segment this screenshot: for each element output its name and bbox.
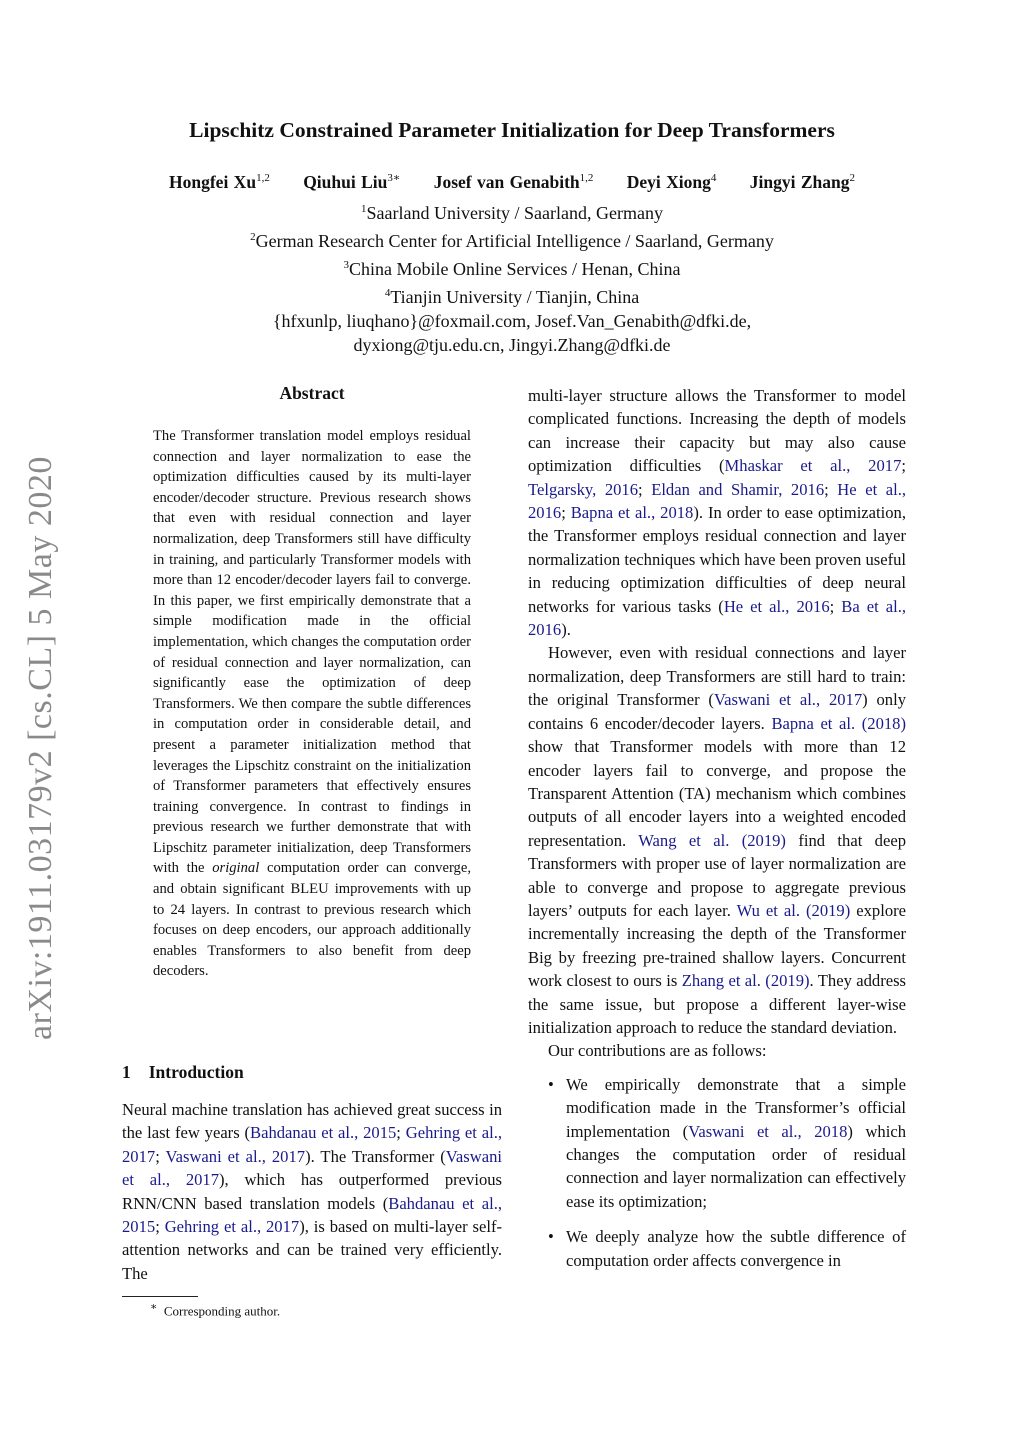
body-paragraph: multi-layer structure allows the Transformer to model complicated functions. Increasing the depth of models can increase their capacity but may also cause optimization difficulties (Mhaskar et al., 2017; Telgarsky, 2016; Eldan and Shamir, 2016; He et al., 2016; Bapna et al., 2018). In order to ease optimization, the Transformer employs residual connection and layer normalization techniques which have been proven useful in reducing optimization difficulties of deep neural networks for various tasks (He et al., 2016; Ba et al., 2016). (528, 386, 907, 640)
affiliation: $^3$China Mobile Online Services / Henan, China (343, 259, 681, 279)
right-column (528, 384, 906, 1284)
citation-link[interactable]: Gehring et al., 2017 (122, 1123, 503, 1166)
citation-link[interactable]: Vaswani et al., 2017 (713, 690, 863, 710)
author: Josef van Genabith$^{1,2}$ (433, 171, 594, 192)
footnote: ∗ Corresponding author. (150, 1301, 281, 1319)
citation-link[interactable]: Vaswani et al., 2017 (165, 1146, 306, 1166)
author-list (0, 171, 1024, 193)
list-item: • We empirically demonstrate that a simple modification made in the Transformer’s official implementation (Vaswani et al., 2018) which changes the computation order of residual connection and layer normalization can effectively ease its optimization; (548, 1074, 906, 1211)
abstract-body: The Transformer translation model employs residual connection and layer normalization to ease the optimization difficulties caused by its multi-layer encoder/decoder structure. Previous research shows that even with residual connection and layer normalization, deep Transformers still have difficulty in training, and particularly Transformer models with more than 12 encoder/decoder layers fail to converge. In this paper, we first empirically demonstrate that a simple modification made in the official implementation, which changes the computation order of residual connection and layer normalization, can significantly ease the optimization of deep Transformers. We then compare the subtle differences in computation order in considerable detail, and present a parameter initialization method that leverages the Lipschitz constraint on the initialization of Transformer parameters that effectively ensures training convergence. In contrast to findings in previous research we further demonstrate that with Lipschitz parameter initialization, deep Transformers with the original computation order can converge, and obtain significant BLEU improvements with up to 24 layers. In contrast to previous research which focuses on deep encoders, our approach additionally enables Transformers to also benefit from deep decoders. (153, 428, 471, 980)
section-heading: 1 Introduction (122, 1062, 244, 1082)
contribution-list (528, 1073, 906, 1272)
footnote-rule (122, 1296, 198, 1297)
citation-link[interactable]: Vaswani et al., 2017 (122, 1146, 502, 1190)
arxiv-identifier: arXiv:1911.03179v2 [cs.CL] 5 May 2020 (22, 456, 59, 1040)
citation-link[interactable]: He et al., 2016 (723, 596, 830, 616)
citation-link[interactable]: Eldan and Shamir, 2016 (651, 479, 825, 499)
citation-link[interactable]: Bahdanau et al., 2015 (250, 1123, 397, 1143)
citation-link[interactable]: Wang et al. (2019) (638, 830, 786, 850)
affiliation: $^2$German Research Center for Artificial Intelligence / Saarland, Germany (250, 231, 774, 251)
author: Deyi Xiong$^4$ (626, 171, 717, 192)
citation-link[interactable]: Zhang et al. (2019) (681, 971, 810, 991)
citation-link[interactable]: He et al., 2016 (528, 479, 906, 523)
list-item: • We deeply analyze how the subtle difference of computation order affects convergence in (548, 1227, 906, 1270)
citation-link[interactable]: Telgarsky, 2016 (528, 479, 639, 499)
author: Jingyi Zhang$^2$ (749, 171, 855, 192)
bullet-icon: • (548, 1227, 554, 1247)
affiliations (0, 197, 1024, 357)
citation-link[interactable]: Ba et al., 2016 (528, 596, 907, 640)
bullet-icon: • (548, 1074, 554, 1094)
body-paragraph: Our contributions are as follows: (548, 1041, 767, 1061)
citation-link[interactable]: Bapna et al. (2018) (771, 713, 906, 733)
author: Hongfei Xu$^{1,2}$ (169, 171, 270, 192)
emphasis: original (212, 860, 260, 877)
citation-link[interactable]: Bahdanau et al., 2015 (122, 1193, 502, 1237)
body-paragraph: However, even with residual connections and layer normalization, deep Transformers are still hard to train: the original Transformer (Vaswani et al., 2017) only contains 6 encoder/decoder layers. Bapna et al. (2018) show that Transformer models with more than 12 encoder layers fail to converge, and propose the Transparent Attention (TA) mechanism which combines outputs of all encoder layers into a weighted encoded representation. Wang et al. (2019) find that deep Transformers with proper use of layer normalization are able to converge and propose to aggregate previous layers’ outputs for each layer. Wu et al. (2019) explore incrementally increasing the depth of the Transformer Big by freezing pre-trained shallow layers. Concurrent work closest to ours is Zhang et al. (2019). They address the same issue, but propose a different layer-wise initialization approach to reduce the standard deviation. (528, 643, 907, 1037)
author: Qiuhui Liu$^{3∗}$ (303, 171, 401, 192)
paper-title: Lipschitz Constrained Parameter Initialization for Deep Transformers (189, 118, 835, 142)
citation-link[interactable]: Bapna et al., 2018 (570, 503, 694, 523)
abstract-heading: Abstract (279, 383, 345, 403)
affiliation: $^4$Tianjin University / Tianjin, China (384, 287, 640, 307)
citation-link[interactable]: Wu et al. (2019) (736, 900, 851, 920)
citation-link[interactable]: Gehring et al., 2017 (164, 1217, 300, 1237)
intro-paragraph: Neural machine translation has achieved great success in the last few years (Bahdanau et al., 2015; Gehring et al., 2017; Vaswani et al., 2017). The Transformer (Vaswani et al., 2017), which has outperformed previous RNN/CNN based translation models (Bahdanau et al., 2015; Gehring et al., 2017), is based on multi-layer self-attention networks and can be trained very efficiently. The (122, 1100, 503, 1283)
citation-link[interactable]: Vaswani et al., 2018 (688, 1121, 848, 1141)
citation-link[interactable]: Mhaskar et al., 2017 (724, 456, 902, 476)
email-line: dyxiong@tju.edu.cn, Jingyi.Zhang@dfki.de (353, 335, 671, 355)
email-line: {hfxunlp, liuqhano}@foxmail.com, Josef.Van_Genabith@dfki.de, (272, 311, 752, 331)
affiliation: $^1$Saarland University / Saarland, Germany (361, 203, 663, 223)
